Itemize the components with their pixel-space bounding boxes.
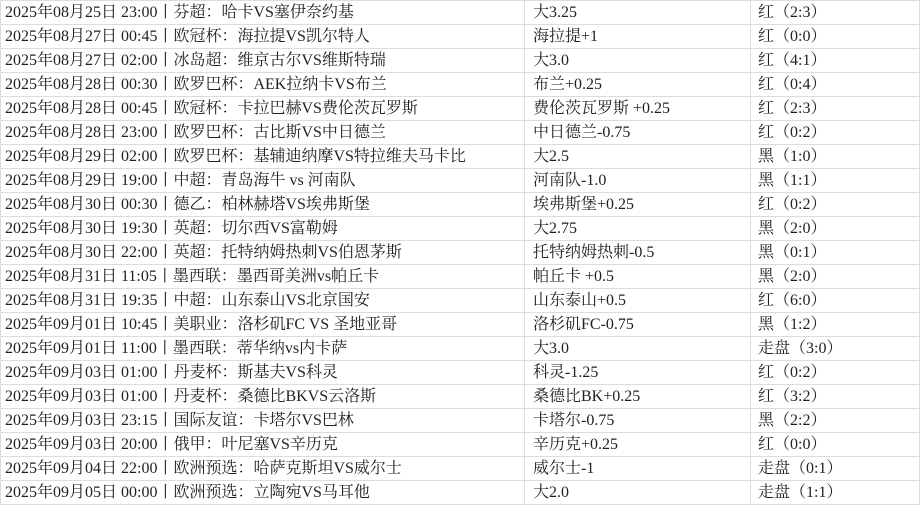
result-cell: 红（2:3） — [758, 100, 827, 117]
match-cell: 2025年08月29日 19:00丨中超：青岛海牛 vs 河南队 — [1, 169, 525, 192]
handicap-cell: 辛历克+0.25 — [525, 433, 751, 456]
result-cell: 黑（1:0） — [758, 148, 827, 165]
result-cell: 走盘（1:1） — [758, 484, 843, 501]
result-cell: 走盘（3:0） — [758, 340, 843, 357]
result-cell: 红（0:2） — [758, 364, 827, 381]
result-cell: 黑（2:0） — [758, 220, 827, 237]
match-cell: 2025年08月25日 23:00丨芬超：哈卡VS塞伊奈约基 — [1, 1, 525, 24]
result-cell: 红（2:3） — [758, 4, 827, 21]
handicap-cell: 中日德兰-0.75 — [525, 121, 751, 144]
match-cell: 2025年08月30日 00:30丨德乙：柏林赫塔VS埃弗斯堡 — [1, 193, 525, 216]
match-cell: 2025年08月29日 02:00丨欧罗巴杯：基辅迪纳摩VS特拉维夫马卡比 — [1, 145, 525, 168]
handicap-cell: 大2.5 — [525, 145, 751, 168]
result-cell: 红（0:0） — [758, 436, 827, 453]
handicap-cell: 大2.75 — [525, 217, 751, 240]
table-row — [1, 313, 919, 337]
handicap-cell: 大3.0 — [525, 337, 751, 360]
match-cell: 2025年08月30日 19:30丨英超：切尔西VS富勒姆 — [1, 217, 525, 240]
match-cell: 2025年08月31日 19:35丨中超：山东泰山VS北京国安 — [1, 289, 525, 312]
handicap-cell: 布兰+0.25 — [525, 73, 751, 96]
match-cell: 2025年08月28日 23:00丨欧罗巴杯：古比斯VS中日德兰 — [1, 121, 525, 144]
table-row — [1, 193, 919, 217]
handicap-cell: 桑德比BK+0.25 — [525, 385, 751, 408]
match-cell: 2025年08月27日 02:00丨冰岛超：维京古尔VS维斯特瑞 — [1, 49, 525, 72]
handicap-cell: 卡塔尔-0.75 — [525, 409, 751, 432]
table-row — [1, 49, 919, 73]
handicap-cell: 海拉提+1 — [525, 25, 751, 48]
match-cell: 2025年09月04日 22:00丨欧洲预选：哈萨克斯坦VS威尔士 — [1, 457, 525, 480]
table-row — [1, 121, 919, 145]
table-row — [1, 433, 919, 457]
result-cell: 红（0:2） — [758, 196, 827, 213]
table-row — [1, 481, 919, 505]
table-row — [1, 241, 919, 265]
result-cell: 红（4:1） — [758, 52, 827, 69]
result-cell: 红（3:2） — [758, 388, 827, 405]
table-row — [1, 265, 919, 289]
result-cell: 红（0:4） — [758, 76, 827, 93]
table-row — [1, 169, 919, 193]
handicap-cell: 托特纳姆热刺-0.5 — [525, 241, 751, 264]
result-cell: 红（0:0） — [758, 28, 827, 45]
match-cell: 2025年08月28日 00:45丨欧冠杯：卡拉巴赫VS费伦茨瓦罗斯 — [1, 97, 525, 120]
table-row — [1, 361, 919, 385]
match-cell: 2025年08月30日 22:00丨英超：托特纳姆热刺VS伯恩茅斯 — [1, 241, 525, 264]
table-row — [1, 73, 919, 97]
handicap-cell: 埃弗斯堡+0.25 — [525, 193, 751, 216]
match-cell: 2025年09月03日 01:00丨丹麦杯：斯基夫VS科灵 — [1, 361, 525, 384]
handicap-cell: 大3.25 — [525, 1, 751, 24]
table-row — [1, 97, 919, 121]
table-row — [1, 25, 919, 49]
result-cell: 黑（2:2） — [758, 412, 827, 429]
match-cell: 2025年09月03日 01:00丨丹麦杯：桑德比BKVS云洛斯 — [1, 385, 525, 408]
match-cell: 2025年09月03日 23:15丨国际友谊：卡塔尔VS巴林 — [1, 409, 525, 432]
handicap-cell: 科灵-1.25 — [525, 361, 751, 384]
match-cell: 2025年08月28日 00:30丨欧罗巴杯：AEK拉纳卡VS布兰 — [1, 73, 525, 96]
handicap-cell: 帕丘卡 +0.5 — [525, 265, 751, 288]
table-row — [1, 289, 919, 313]
match-cell: 2025年09月01日 10:45丨美职业：洛杉矶FC VS 圣地亚哥 — [1, 313, 525, 336]
match-cell: 2025年08月31日 11:05丨墨西联：墨西哥美洲vs帕丘卡 — [1, 265, 525, 288]
handicap-cell: 大2.0 — [525, 481, 751, 504]
table-row — [1, 385, 919, 409]
table-row — [1, 457, 919, 481]
result-cell: 黑（1:1） — [758, 172, 827, 189]
match-cell: 2025年09月01日 11:00丨墨西联：蒂华纳vs内卡萨 — [1, 337, 525, 360]
handicap-cell: 大3.0 — [525, 49, 751, 72]
result-cell: 黑（0:1） — [758, 244, 827, 261]
match-cell: 2025年09月03日 20:00丨俄甲：叶尼塞VS辛历克 — [1, 433, 525, 456]
table-row — [1, 217, 919, 241]
handicap-cell: 洛杉矶FC-0.75 — [525, 313, 751, 336]
match-cell: 2025年08月27日 00:45丨欧冠杯：海拉提VS凯尔特人 — [1, 25, 525, 48]
handicap-cell: 河南队-1.0 — [525, 169, 751, 192]
result-cell: 黑（1:2） — [758, 316, 827, 333]
table-row — [1, 409, 919, 433]
handicap-cell: 山东泰山+0.5 — [525, 289, 751, 312]
result-cell: 黑（2:0） — [758, 268, 827, 285]
result-cell: 红（0:2） — [758, 124, 827, 141]
result-cell: 走盘（0:1） — [758, 460, 843, 477]
table-row — [1, 337, 919, 361]
result-cell: 红（6:0） — [758, 292, 827, 309]
table-row — [1, 1, 919, 25]
table-row — [1, 145, 919, 169]
handicap-cell: 费伦茨瓦罗斯 +0.25 — [525, 97, 751, 120]
match-cell: 2025年09月05日 00:00丨欧洲预选：立陶宛VS马耳他 — [1, 481, 525, 504]
handicap-cell: 威尔士-1 — [525, 457, 751, 480]
